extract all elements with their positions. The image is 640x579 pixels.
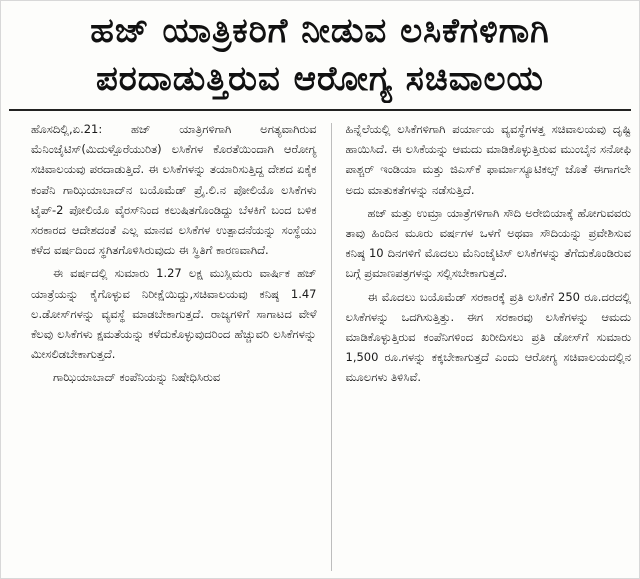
paragraph: ಗಾಝಿಯಾಬಾದ್ ಕಂಪೆನಿಯನ್ನು ನಿಷೇಧಿಸಿರುವ xyxy=(53,370,221,385)
headline xyxy=(1,7,639,103)
paragraph: ಹೊಸದಿಲ್ಲಿ,ಏ.21: ಹಜ್ ಯಾತ್ರಿಗಳಿಗಾಗಿ ಅಗತ್ಯವಾಗಿರುವ ಮೆನಿಂಜೈಟಿಸ್(ಮಿದುಳ್ಪೊರೆಯುರಿತ) ಲಸಿಕೆಗಳ ಕೊರತೆಯಿಂದಾಗಿ ಆರೋಗ್ಯ ಸಚಿವಾಲಯವು ಪರದಾಡುತ್ತಿದೆ. ಈ ಲಸಿಕೆಗಳನ್ನು ತಯಾರಿಸುತ್ತಿದ್ದ ದೇಶದ ಏಕೈಕ ಕಂಪೆನಿ ಗಾಝಿಯಾಬಾದ್‌ನ ಬಯೊಮೆಡ್ ಪ್ರೈ.ಲಿ.ನ ಪೋಲಿಯೊ ಲಸಿಕೆಗಳು ಟೈಪ್-2 ಪೋಲಿಯೊ ವೈರಸ್‌ನಿಂದ ಕಲುಷಿತಗೊಂಡಿದ್ದು ಬೆಳಕಿಗೆ ಬಂದ ಬಳಿಕ ಸರಕಾರದ ಆದೇಶದಂತೆ ಎಲ್ಲ ಮಾನವ ಲಸಿಕೆಗಳ ಉತ್ಪಾದನೆಯನ್ನು ಸಂಸ್ಥೆಯು ಕಳೆದ ವರ್ಷದಿಂದ ಸ್ಥಗಿತಗೊಳಿಸಿರುವುದು ಈ ಸ್ಥಿತಿಗೆ ಕಾರಣವಾಗಿದೆ. xyxy=(31,122,317,258)
paragraph: ಹಜ್ ಮತ್ತು ಉಮ್ರಾ ಯಾತ್ರೆಗಳಿಗಾಗಿ ಸೌದಿ ಅರೇಬಿಯಾಕ್ಕೆ ಹೋಗುವವರು ತಾವು ಹಿಂದಿನ ಮೂರು ವರ್ಷಗಳ ಒಳಗೆ ಅಥವಾ ಸೌದಿಯನ್ನು ಪ್ರವೇಶಿಸುವ ಕನಿಷ್ಠ 10 ದಿನಗಳಿಗೆ ಮೊದಲು ಮೆನಿಂಜೈಟಿಸ್ ಲಸಿಕೆಗಳನ್ನು ತೆಗೆದುಕೊಂಡಿರುವ ಬಗ್ಗೆ ಪ್ರಮಾಣಪತ್ರಗಳನ್ನು ಸಲ್ಲಿಸಬೇಕಾಗುತ್ತದೆ. xyxy=(345,205,631,281)
headline-rule xyxy=(9,109,631,111)
headline-line-2: ಪರದಾಡುತ್ತಿರುವ ಆರೋಗ್ಯ ಸಚಿವಾಲಯ xyxy=(96,59,544,99)
article-body xyxy=(31,119,631,575)
column-divider xyxy=(331,123,332,571)
paragraph: ಈ ವರ್ಷದಲ್ಲಿ ಸುಮಾರು 1.27 ಲಕ್ಷ ಮುಸ್ಲಿಮರು ವಾರ್ಷಿಕ ಹಜ್ ಯಾತ್ರೆಯನ್ನು ಕೈಗೊಳ್ಳುವ ನಿರೀಕ್ಷೆಯಿದ್ದು,ಸಚಿವಾಲಯವು ಕನಿಷ್ಠ 1.47 ಲ.ಡೋಸ್‌ಗಳನ್ನು ವ್ಯವಸ್ಥೆ ಮಾಡಬೇಕಾಗುತ್ತದೆ. ರಾಜ್ಯಗಳಿಗೆ ಸಾಗಾಟದ ವೇಳೆ ಕೆಲವು ಲಸಿಕೆಗಳು ಕ್ಷಮತೆಯನ್ನು ಕಳೆದುಕೊಳ್ಳುವುದರಿಂದ ಹೆಚ್ಚುವರಿ ಲಸಿಕೆಗಳನ್ನು ಮೀಸಲಿಡಬೇಕಾಗುತ್ತದೆ. xyxy=(31,266,317,362)
right-column xyxy=(346,119,632,575)
paragraph: ಈ ಮೊದಲು ಬಯೊಮೆಡ್ ಸರಕಾರಕ್ಕೆ ಪ್ರತಿ ಲಸಿಕೆಗೆ 250 ರೂ.ದರದಲ್ಲಿ ಲಸಿಕೆಗಳನ್ನು ಒದಗಿಸುತ್ತಿತ್ತು. ಈಗ ಸರಕಾರವು ಲಸಿಕೆಗಳನ್ನು ಆಮದು ಮಾಡಿಕೊಳ್ಳುತ್ತಿರುವ ಕಂಪೆನಿಗಳಿಂದ ಖರೀದಿಸಲು ಪ್ರತಿ ಡೋಸ್‌ಗೆ ಸುಮಾರು 1,500 ರೂ.ಗಳನ್ನು ಕಕ್ಕಬೇಕಾಗುತ್ತದೆ ಎಂದು ಆರೋಗ್ಯ ಸಚಿವಾಲಯದಲ್ಲಿನ ಮೂಲಗಳು ತಿಳಿಸಿವೆ. xyxy=(345,289,631,385)
headline-line-1: ಹಜ್ ಯಾತ್ರಿಕರಿಗೆ ನೀಡುವ ಲಸಿಕೆಗಳಿಗಾಗಿ xyxy=(90,11,550,51)
paragraph: ಹಿನ್ನೆಲೆಯಲ್ಲಿ ಲಸಿಕೆಗಳಿಗಾಗಿ ಪರ್ಯಾಯ ವ್ಯವಸ್ಥೆಗಳತ್ತ ಸಚಿವಾಲಯವು ದೃಷ್ಟಿ ಹಾಯಿಸಿದೆ. ಈ ಲಸಿಕೆಯನ್ನು ಆಮದು ಮಾಡಿಕೊಳ್ಳುತ್ತಿರುವ ಮುಂಬೈನ ಸನೋಫಿ ಪಾಶ್ಚರ್ ಇಂಡಿಯಾ ಮತ್ತು ಜಿಎಸ್‌ಕೆ ಫಾರ್ಮಾಸ್ಯೂಟಿಕಲ್ಸ್ ಜೊತೆ ಈಗಾಗಲೇ ಅದು ಮಾತುಕತೆಗಳನ್ನು ನಡೆಸುತ್ತಿದೆ. xyxy=(345,122,631,197)
left-column xyxy=(31,119,317,575)
